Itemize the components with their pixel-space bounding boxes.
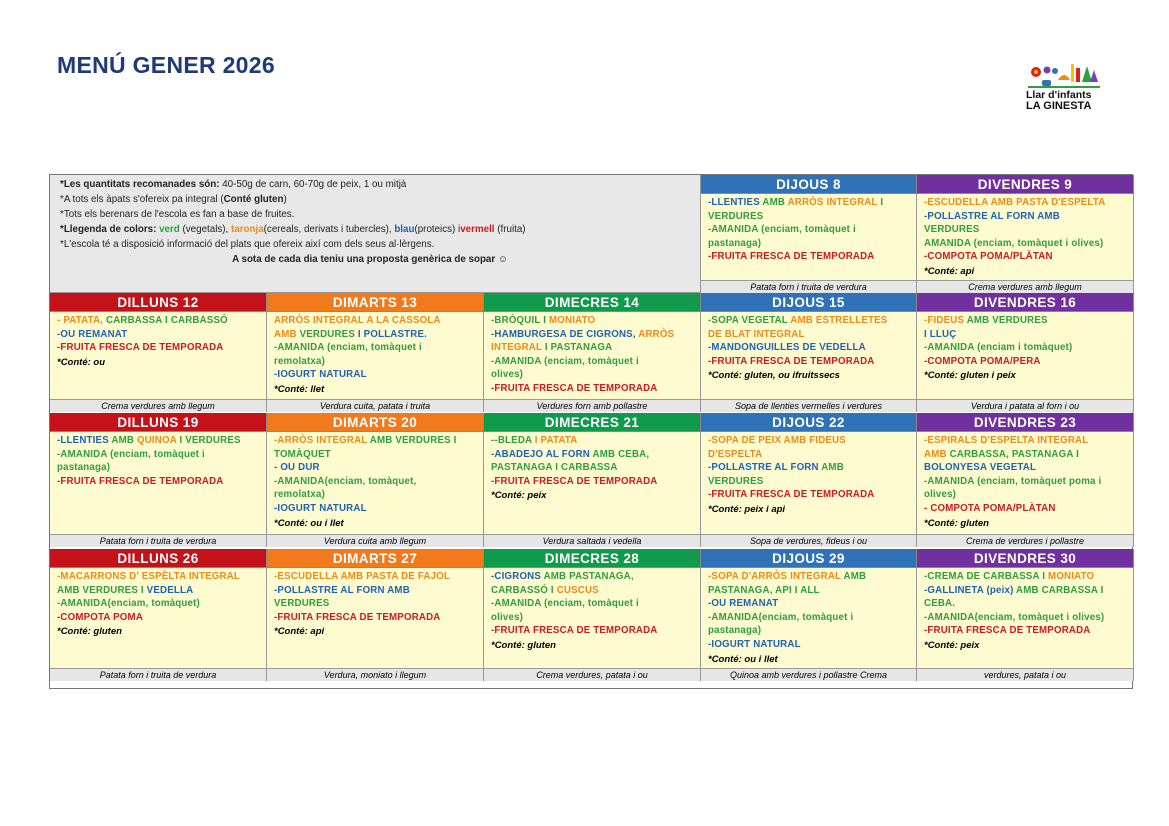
menu-line-segment: olives) [924, 489, 957, 501]
day-header: DILLUNS 26 [50, 549, 267, 568]
menu-line-segment: olives) [491, 369, 524, 381]
menu-line-segment: VERDURES [708, 475, 764, 487]
menu-line-segment: AMB [843, 571, 867, 582]
menu-line [924, 328, 1129, 342]
day-header: DILLUNS 19 [50, 413, 267, 432]
dinner-suggestion: Verdura cuita, patata i truita [267, 399, 484, 412]
menu-line-segment: AMB ESTRELLETES [790, 315, 888, 326]
menu-line-segment: -FRUITA FRESCA DE TEMPORADA [924, 625, 1091, 637]
menu-line [924, 448, 1129, 462]
menu-line [274, 341, 479, 355]
menu-line [57, 611, 262, 625]
menu-line [57, 328, 262, 342]
allergen-note: *Conté: peix [491, 490, 547, 502]
logo-text-line2: LA GINESTA [1026, 100, 1092, 112]
menu-line [491, 314, 696, 328]
menu-line [274, 475, 479, 489]
menu-line [491, 475, 696, 489]
allergen-note: *Conté: ou i llet [708, 653, 778, 665]
menu-line-segment: -POLLASTRE AL FORN AMB [924, 210, 1060, 222]
allergen-note: *Conté: gluten [491, 639, 556, 651]
dinner-suggestion: Crema verdures amb llegum [917, 280, 1134, 293]
menu-line-segment: -FRUITA FRESCA DE TEMPORADA [57, 342, 224, 354]
menu-line-segment: AMB [821, 462, 844, 474]
menu-line-segment: -MANDONGUILLES DE VEDELLA [708, 342, 866, 354]
menu-line [491, 328, 696, 342]
menu-line-segment: AMB VERDURES I [369, 435, 457, 446]
menu-line-segment: -OU REMANAT [57, 328, 128, 340]
dinner-suggestion: Sopa de llenties vermelles i verdures [701, 399, 917, 412]
menu-line-segment: -FRUITA FRESCA DE TEMPORADA [708, 489, 875, 501]
allergen-note: *Conté: peix [924, 639, 980, 651]
menu-line [274, 584, 479, 598]
dinner-suggestion: Patata forn i truita de verdura [50, 668, 267, 681]
day-menu [484, 312, 701, 399]
menu-line-segment: -AMANIDA (enciam, tomàquet i [491, 355, 639, 367]
menu-line [708, 223, 912, 237]
menu-line-segment: -CIGRONS [491, 571, 544, 582]
menu-line-segment: -COMPOTA POMA/PLÀTAN [924, 251, 1053, 263]
menu-line [274, 355, 479, 369]
menu-line-segment: - OU DUR [274, 462, 320, 474]
menu-line-segment: ARRÒS INTEGRAL A LA CASSOLA [274, 315, 441, 326]
menu-line [708, 584, 912, 598]
menu-line-segment: DE BLAT INTEGRAL [708, 328, 805, 340]
allergen-note: *Conté: api [924, 265, 975, 277]
day-menu [701, 568, 917, 668]
menu-line [924, 237, 1129, 251]
day-menu [701, 194, 917, 280]
menu-line [274, 314, 479, 328]
menu-line-segment: BOLONYESA VEGETAL [924, 462, 1037, 474]
day-menu [917, 194, 1134, 280]
menu-line [491, 448, 696, 462]
menu-line [491, 355, 696, 369]
menu-line-segment: VERDURES [274, 598, 330, 610]
menu-line-segment: AMANIDA (enciam, tomàquet i olives) [924, 237, 1104, 249]
menu-line [491, 461, 696, 475]
menu-line [57, 584, 262, 598]
menu-line [708, 434, 912, 448]
menu-line-segment: -COMPOTA POMA/PERA [924, 355, 1041, 367]
menu-line [924, 611, 1129, 625]
menu-line [57, 461, 262, 475]
info-line-quantities: *Les quantitats recomanades són: 40-50g de carn, 60-70g de peix, 1 ou mitjà [60, 179, 407, 190]
menu-line-segment: AMB [924, 448, 950, 460]
menu-line-segment: -AMANIDA(enciam, tomàquet) [57, 598, 200, 610]
info-line-allergens: *L'escola té a disposició informació del plats que ofereix així com dels seus al·lèrgens. [60, 239, 435, 250]
page-title: MENÚ GENER 2026 [57, 52, 275, 78]
menu-line [708, 237, 912, 251]
menu-line [708, 461, 912, 475]
dinner-suggestion: Patata forn i truita de verdura [50, 534, 267, 547]
menu-line [57, 448, 262, 462]
menu-line [708, 638, 912, 652]
menu-line-segment: -IOGURT NATURAL [274, 369, 367, 381]
menu-line-segment: -SOPA DE PEIX AMB FIDEUS [708, 435, 846, 446]
menu-line [924, 584, 1129, 598]
menu-line-segment: -FRUITA FRESCA DE TEMPORADA [491, 382, 658, 394]
dinner-suggestion: Crema verdures, patata i ou [484, 668, 701, 681]
menu-line-segment: PASTANAGA, API I ALL [708, 584, 820, 596]
menu-line-segment: -ESPIRALS D'ESPELTA INTEGRAL [924, 435, 1089, 446]
menu-line [274, 448, 479, 462]
menu-line-segment: -IOGURT NATURAL [708, 638, 801, 650]
day-menu [484, 568, 701, 668]
dinner-suggestion: Verdures forn amb pollastre [484, 399, 701, 412]
menu-line-segment: -AMANIDA (enciam, tomàquet i [708, 224, 856, 236]
dinner-suggestion: Crema verdures amb llegum [50, 399, 267, 412]
logo-text-line1: Llar d'infants [1026, 89, 1092, 101]
menu-line-segment: -AMANIDA(enciam, tomàquet i [708, 611, 854, 623]
menu-line [924, 223, 1129, 237]
menu-line [708, 250, 912, 264]
menu-line-segment: CUSCUS [556, 584, 599, 596]
info-line-bread: *A tots els àpats s'ofereix pa integral (Conté gluten) [60, 194, 287, 205]
day-menu [701, 312, 917, 399]
logo-icon [1028, 60, 1100, 90]
menu-line [924, 434, 1129, 448]
menu-line-segment: VERDURES [299, 328, 358, 340]
menu-line-segment: - PATATA, [57, 315, 106, 326]
allergen-note: *Conté: gluten [57, 626, 122, 638]
menu-line [924, 624, 1129, 638]
menu-line [274, 611, 479, 625]
menu-line [57, 597, 262, 611]
menu-line [708, 570, 912, 584]
menu-line-segment: I [880, 197, 884, 208]
menu-line [708, 341, 912, 355]
menu-line-segment: -AMANIDA(enciam, tomàquet i olives) [924, 611, 1105, 623]
allergen-note: *Conté: ou [57, 356, 106, 368]
dinner-suggestion: Sopa de verdures, fideus i ou [701, 534, 917, 547]
menu-grid [49, 174, 1133, 689]
menu-line-segment: pastanaga) [708, 237, 762, 249]
menu-line-segment: -FRUITA FRESCA DE TEMPORADA [274, 611, 441, 623]
menu-line-segment: VERDURES [708, 210, 764, 222]
day-header: DIVENDRES 9 [917, 175, 1134, 194]
menu-line-segment: -AMANIDA (enciam, tomàquet i [274, 342, 422, 354]
dinner-suggestion: Verdura i patata al forn i ou [917, 399, 1134, 412]
menu-line [491, 584, 696, 598]
day-menu [50, 568, 267, 668]
allergen-note: *Conté: gluten i peix [924, 370, 1016, 382]
menu-line [924, 461, 1129, 475]
day-header: DIJOUS 29 [701, 549, 917, 568]
menu-line [924, 196, 1129, 210]
menu-line-segment: VERDURES [924, 224, 980, 236]
menu-line-segment: --BLEDA [491, 435, 535, 446]
menu-line [924, 570, 1129, 584]
day-header: DIVENDRES 16 [917, 293, 1134, 312]
day-header: DIMARTS 13 [267, 293, 484, 312]
menu-line-segment: -FRUITA FRESCA DE TEMPORADA [57, 475, 224, 487]
menu-line [708, 597, 912, 611]
menu-line [924, 341, 1129, 355]
day-header: DIJOUS 8 [701, 175, 917, 194]
allergen-note: *Conté: peix i api [708, 503, 786, 515]
menu-line-segment: AMB VERDURES [966, 315, 1048, 326]
dinner-suggestion: Verdura, moniato i llegum [267, 668, 484, 681]
menu-line-segment: -BRÒQUIL I [491, 315, 549, 326]
menu-line [274, 502, 479, 516]
menu-line-segment: CARBASSA, PASTANAGA I [949, 448, 1079, 460]
menu-line-segment: ARRÒS INTEGRAL [787, 197, 881, 208]
day-menu [917, 432, 1134, 534]
day-header: DILLUNS 12 [50, 293, 267, 312]
menu-line-segment: remolatxa) [274, 489, 325, 501]
menu-line-segment: -OU REMANAT [708, 598, 779, 610]
menu-line [708, 448, 912, 462]
menu-line-segment: remolatxa) [274, 355, 325, 367]
allergen-note: *Conté: gluten [924, 517, 989, 529]
menu-line-segment: olives) [491, 611, 524, 623]
menu-line [708, 355, 912, 369]
menu-line [924, 597, 1129, 611]
menu-line-segment: -LLENTIES [708, 197, 763, 208]
menu-line [924, 355, 1129, 369]
menu-line [708, 611, 912, 625]
menu-line [491, 597, 696, 611]
menu-line-segment: AMB VERDURES I [57, 584, 147, 596]
menu-line [708, 475, 912, 489]
menu-line [924, 475, 1129, 489]
day-header: DIMECRES 28 [484, 549, 701, 568]
menu-line-segment: AMB [111, 435, 137, 446]
info-line-snacks: *Tots els berenars de l'escola es fan a base de fruites. [60, 209, 295, 220]
menu-line [708, 196, 912, 210]
menu-line [924, 314, 1129, 328]
menu-line [924, 502, 1129, 516]
menu-line [274, 368, 479, 382]
day-menu [917, 568, 1134, 668]
dinner-suggestion: Crema de verdures i pollastre [917, 534, 1134, 547]
allergen-note: *Conté: gluten, ou ifruitssecs [708, 370, 840, 382]
menu-line [708, 328, 912, 342]
allergen-note: *Conté: llet [274, 383, 325, 395]
menu-line-segment: -AMANIDA (enciam, tomàquet i [491, 598, 639, 610]
day-header: DIVENDRES 23 [917, 413, 1134, 432]
menu-line-segment: pastanaga) [57, 462, 111, 474]
day-header: DIMARTS 27 [267, 549, 484, 568]
day-header: DIVENDRES 30 [917, 549, 1134, 568]
menu-line [708, 210, 912, 224]
menu-line-segment: AMB CEBA, [592, 448, 650, 460]
menu-line-segment: -COMPOTA POMA [57, 611, 144, 623]
menu-line-segment: PASTANAGA I CARBASSA [491, 462, 618, 474]
menu-line-segment: AMB [274, 328, 300, 340]
dinner-suggestion: Verdura cuita amb llegum [267, 534, 484, 547]
menu-line-segment: I PASTANAGA [544, 342, 613, 354]
dinner-suggestion: Quinoa amb verdures i pollastre Crema [701, 668, 917, 681]
menu-line [274, 597, 479, 611]
menu-line [57, 570, 262, 584]
school-logo [1024, 60, 1104, 116]
menu-line-segment: -SOPA D'ARRÒS INTEGRAL [708, 571, 844, 582]
menu-line-segment: pastanaga) [708, 625, 762, 637]
menu-line-segment: -FRUITA FRESCA DE TEMPORADA [491, 475, 658, 487]
menu-line-segment: -FRUITA FRESCA DE TEMPORADA [708, 355, 875, 367]
menu-line [491, 570, 696, 584]
menu-line [57, 314, 262, 328]
menu-line [274, 461, 479, 475]
dinner-suggestion: Verdura saltada i vedella [484, 534, 701, 547]
day-menu [50, 312, 267, 399]
menu-line-segment: -ARRÒS INTEGRAL [274, 435, 370, 446]
menu-line-segment: -POLLASTRE AL FORN AMB [274, 584, 410, 596]
menu-line [924, 250, 1129, 264]
menu-line-segment: AMB [762, 197, 788, 208]
menu-line-segment: -AMANIDA (enciam i tomàquet) [924, 342, 1073, 354]
menu-line-segment: -ABADEJO AL FORN [491, 448, 593, 460]
menu-line-segment: -LLENTIES [57, 435, 112, 446]
menu-line [708, 488, 912, 502]
allergen-note: *Conté: ou i llet [274, 517, 344, 529]
menu-line-segment: -FRUITA FRESCA DE TEMPORADA [708, 251, 875, 263]
menu-line [491, 341, 696, 355]
menu-line-segment: AMB PASTANAGA, [543, 571, 634, 582]
menu-line [274, 328, 479, 342]
menu-line-segment: -FRUITA FRESCA DE TEMPORADA [491, 625, 658, 637]
menu-line [274, 570, 479, 584]
menu-line [491, 382, 696, 396]
menu-line-segment: VEDELLA [146, 584, 194, 596]
menu-line [491, 434, 696, 448]
menu-line-segment: MONIATO [549, 315, 596, 326]
menu-line [57, 434, 262, 448]
menu-line-segment: -IOGURT NATURAL [274, 502, 367, 514]
menu-line [924, 210, 1129, 224]
menu-line [57, 475, 262, 489]
menu-line-segment: QUINOA [136, 435, 180, 446]
menu-line-segment: AMB CARBASSA I [1016, 584, 1104, 596]
day-header: DIJOUS 15 [701, 293, 917, 312]
dinner-suggestion: verdures, patata i ou [917, 668, 1134, 681]
day-menu [701, 432, 917, 534]
day-menu [267, 432, 484, 534]
day-header: DIMARTS 20 [267, 413, 484, 432]
day-menu [267, 568, 484, 668]
menu-line [57, 341, 262, 355]
menu-line-segment: I VERDURES [179, 435, 241, 446]
menu-line [708, 624, 912, 638]
menu-line-segment: -ESCUDELLA AMB PASTA D'ESPELTA [924, 197, 1106, 208]
info-line-legend: *Llegenda de colors: verd (vegetals), taronja(cereals, derivats i tubercles), blau(proteics) ivermell (fruita) [60, 224, 526, 235]
menu-line [274, 488, 479, 502]
menu-line-segment: -CREMA DE CARBASSA I [924, 571, 1049, 582]
menu-line-segment: -ESCUDELLA AMB PASTA DE FAJOL [274, 571, 451, 582]
dinner-suggestion: Patata forn i truita de verdura [701, 280, 917, 293]
menu-line [491, 624, 696, 638]
day-header: DIJOUS 22 [701, 413, 917, 432]
menu-line [491, 368, 696, 382]
day-menu [50, 432, 267, 534]
menu-line-segment: -AMANIDA (enciam, tomàquet poma i [924, 475, 1102, 487]
menu-line-segment: CARBASSA I CARBASSÓ [106, 315, 228, 326]
menu-line-segment: -SOPA VEGETAL [708, 315, 791, 326]
menu-line-segment: - COMPOTA POMA/PLÀTAN [924, 502, 1056, 514]
menu-line [924, 488, 1129, 502]
menu-line-segment: -GALLINETA (peix) [924, 584, 1017, 596]
day-menu [267, 312, 484, 399]
menu-line-segment: D'ESPELTA [708, 448, 763, 460]
menu-line-segment: CARBASSÓ I [491, 584, 557, 596]
day-header: DIMECRES 14 [484, 293, 701, 312]
day-menu [484, 432, 701, 534]
menu-line [274, 434, 479, 448]
info-box [50, 175, 701, 293]
menu-line-segment: -FIDEUS [924, 315, 967, 326]
menu-line-segment: I PATATA [534, 435, 578, 446]
menu-line-segment: ARRÒS [638, 328, 675, 340]
menu-line-segment: -AMANIDA(enciam, tomàquet, [274, 475, 417, 487]
allergen-note: *Conté: api [274, 626, 325, 638]
menu-line-segment: INTEGRAL [491, 342, 545, 354]
menu-line-segment: -HAMBURGESA DE CIGRONS, [491, 328, 639, 340]
menu-line-segment: I LLUÇ [924, 328, 957, 340]
menu-line-segment: MONIATO [1048, 571, 1095, 582]
menu-line-segment: -POLLASTRE AL FORN [708, 462, 822, 474]
day-menu [917, 312, 1134, 399]
day-header: DIMECRES 21 [484, 413, 701, 432]
menu-line-segment: -AMANIDA (enciam, tomàquet i [57, 448, 205, 460]
menu-line [708, 314, 912, 328]
menu-line-segment: -MACARRONS D' ESPÈLTA INTEGRAL [57, 571, 241, 582]
menu-line-segment: CEBA. [924, 598, 956, 610]
info-line-dinner: A sota de cada dia teniu una proposta genèrica de sopar ☺ [232, 254, 508, 265]
menu-line-segment: I POLLASTRE. [357, 328, 428, 340]
menu-line-segment: TOMÀQUET [274, 448, 331, 460]
menu-line [491, 611, 696, 625]
